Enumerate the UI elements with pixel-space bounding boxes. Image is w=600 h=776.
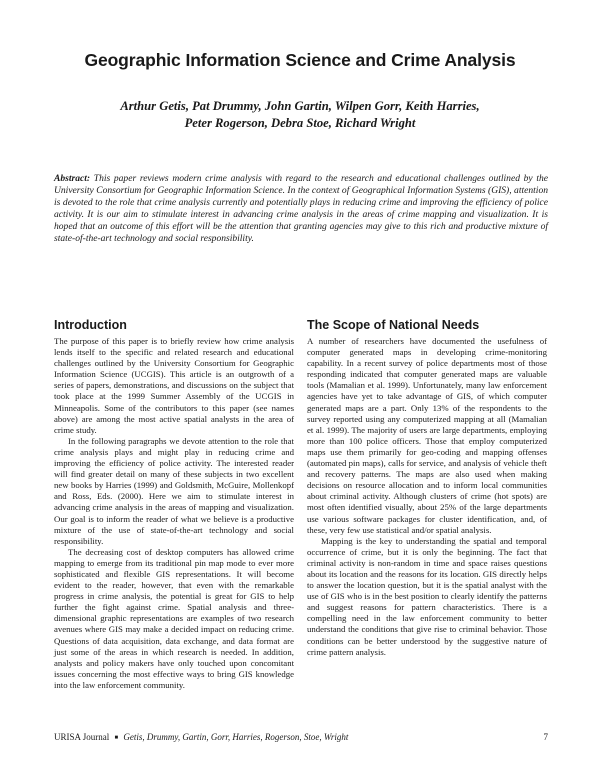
abstract-label: Abstract: [54,173,91,184]
right-column [307,318,547,658]
author-line-1: Arthur Getis, Pat Drummy, John Gartin, Wilpen Gorr, Keith Harries, [120,99,480,113]
author-line-2: Peter Rogerson, Debra Stoe, Richard Wright [184,116,416,130]
intro-paragraph-1: The purpose of this paper is to briefly review how crime analysis lends itself to the specific and related research and educational challenges outlined by the University Consortium for Geographic Information Science (UCGIS). This article is an outgrowth of a series of papers, demonstrations, and discussions on the subject that took place at the 1999 Summer Assembly of the UCGIS in Minneapolis. Some of the contributors to this paper (see names above) are among the most active spatial analysts in the area of crime study. [54,336,294,435]
page-number: 7 [543,732,548,742]
author-list [60,98,540,132]
journal-name: URISA Journal [54,732,110,742]
footer-authors: Getis, Drummy, Gartin, Gorr, Harries, Rogerson, Stoe, Wright [123,732,349,742]
intro-paragraph-3: The decreasing cost of desktop computers has allowed crime mapping to emerge from its traditional pin map mode to ever more sophisticated and flexible GIS representations. It will become evident to the reader, however, that even with the remarkable progress in crime analysis, the potential is great for GIS to help further the fight against crime. Spatial analysis and three-dimensional graphic representations are examples of two research avenues where GIS may make a decided impact on reducing crime. Questions of data acquisition, data exchange, and data format are just some of the areas in which research is needed. In addition, analysts and policy makers have only touched upon concomitant issues concerning the most effective ways to bring GIS knowledge into the law enforcement community. [54,546,294,690]
scope-paragraph-1: A number of researchers have documented the usefulness of computer generated maps in developing crime-monitoring capability. In a recent survey of police departments most of those responding indicated that computer generated maps are valuable tools (Mamalian et al. 1999). Unfortunately, many law enforcement agencies have yet to take advantage of GIS, of which computer generated maps are a part. Only 13% of the respondents to the survey reported using any computerized mapping at all (Mamalian et al. 1999). The majority of users are large departments, employing more than 100 police officers. Those that employ computerized maps use them primarily for geo-coding and mapping offenses (automated pin maps), calls for service, and analysis of vehicle theft and recovery patterns. The maps are also used when making decisions on resource allocation and to inform local communities about criminal activity. Although clusters of crime (hot spots) are most often identified visually, about 25% of the large departments use various software packages for cluster identification, and, of these, very few use statistical and/or spatial analysis. [307,336,547,535]
left-column [54,318,294,691]
page-footer [54,731,548,743]
paper-title: Geographic Information Science and Crime Analysis [84,50,516,70]
scope-heading: The Scope of National Needs [307,318,480,332]
scope-paragraph-2: Mapping is the key to understanding the spatial and temporal occurrence of crime, but it is only the beginning. The fact that criminal activity is non-random in time and space raises questions about its location and the reasons for its location. GIS directly helps to answer the location question, but it is the spatial analyst with the use of GIS who is in the best position to clearly identify the patterns and suggest reasons for pattern characteristics. There is a compelling need in the law enforcement community to better understand the conditions that give rise to criminal behavior. Those conditions can be better understood by the suggestive nature of crime pattern analysis. [307,535,547,657]
introduction-heading: Introduction [54,318,127,332]
abstract [54,173,548,245]
intro-paragraph-2: In the following paragraphs we devote attention to the role that crime analysis plays and might play in reducing crime and improving the efficiency of police activity. The interested reader will find greater detail on many of these subjects in two excellent new books by Harries (1999) and Goldsmith, McGuire, Mollenkopf and Ross, Eds. (2000). Here we aim to stimulate interest in advancing crime analysis in the areas of mapping and visualization. Our goal is to inform the reader of what we believe is a productive mixture of the use of state-of-the-art technology and social responsibility. [54,435,294,546]
abstract-text: This paper reviews modern crime analysis with regard to the research and educational challenges outlined by the University Consortium for Geographic Information Science. In the context of Geographical Information Systems (GIS), attention is devoted to the role that crime analysis currently and potentially plays in reducing crime and improving the efficiency of police activity. It is our aim to stimulate interest in advancing crime analysis in the areas of crime mapping and visualization. It is hoped that an outcome of this effort will be the attention that granting agencies may give to this rich and productive mixture of state-of-the-art technology and social responsibility. [54,173,548,245]
footer-separator: ■ [114,735,119,741]
